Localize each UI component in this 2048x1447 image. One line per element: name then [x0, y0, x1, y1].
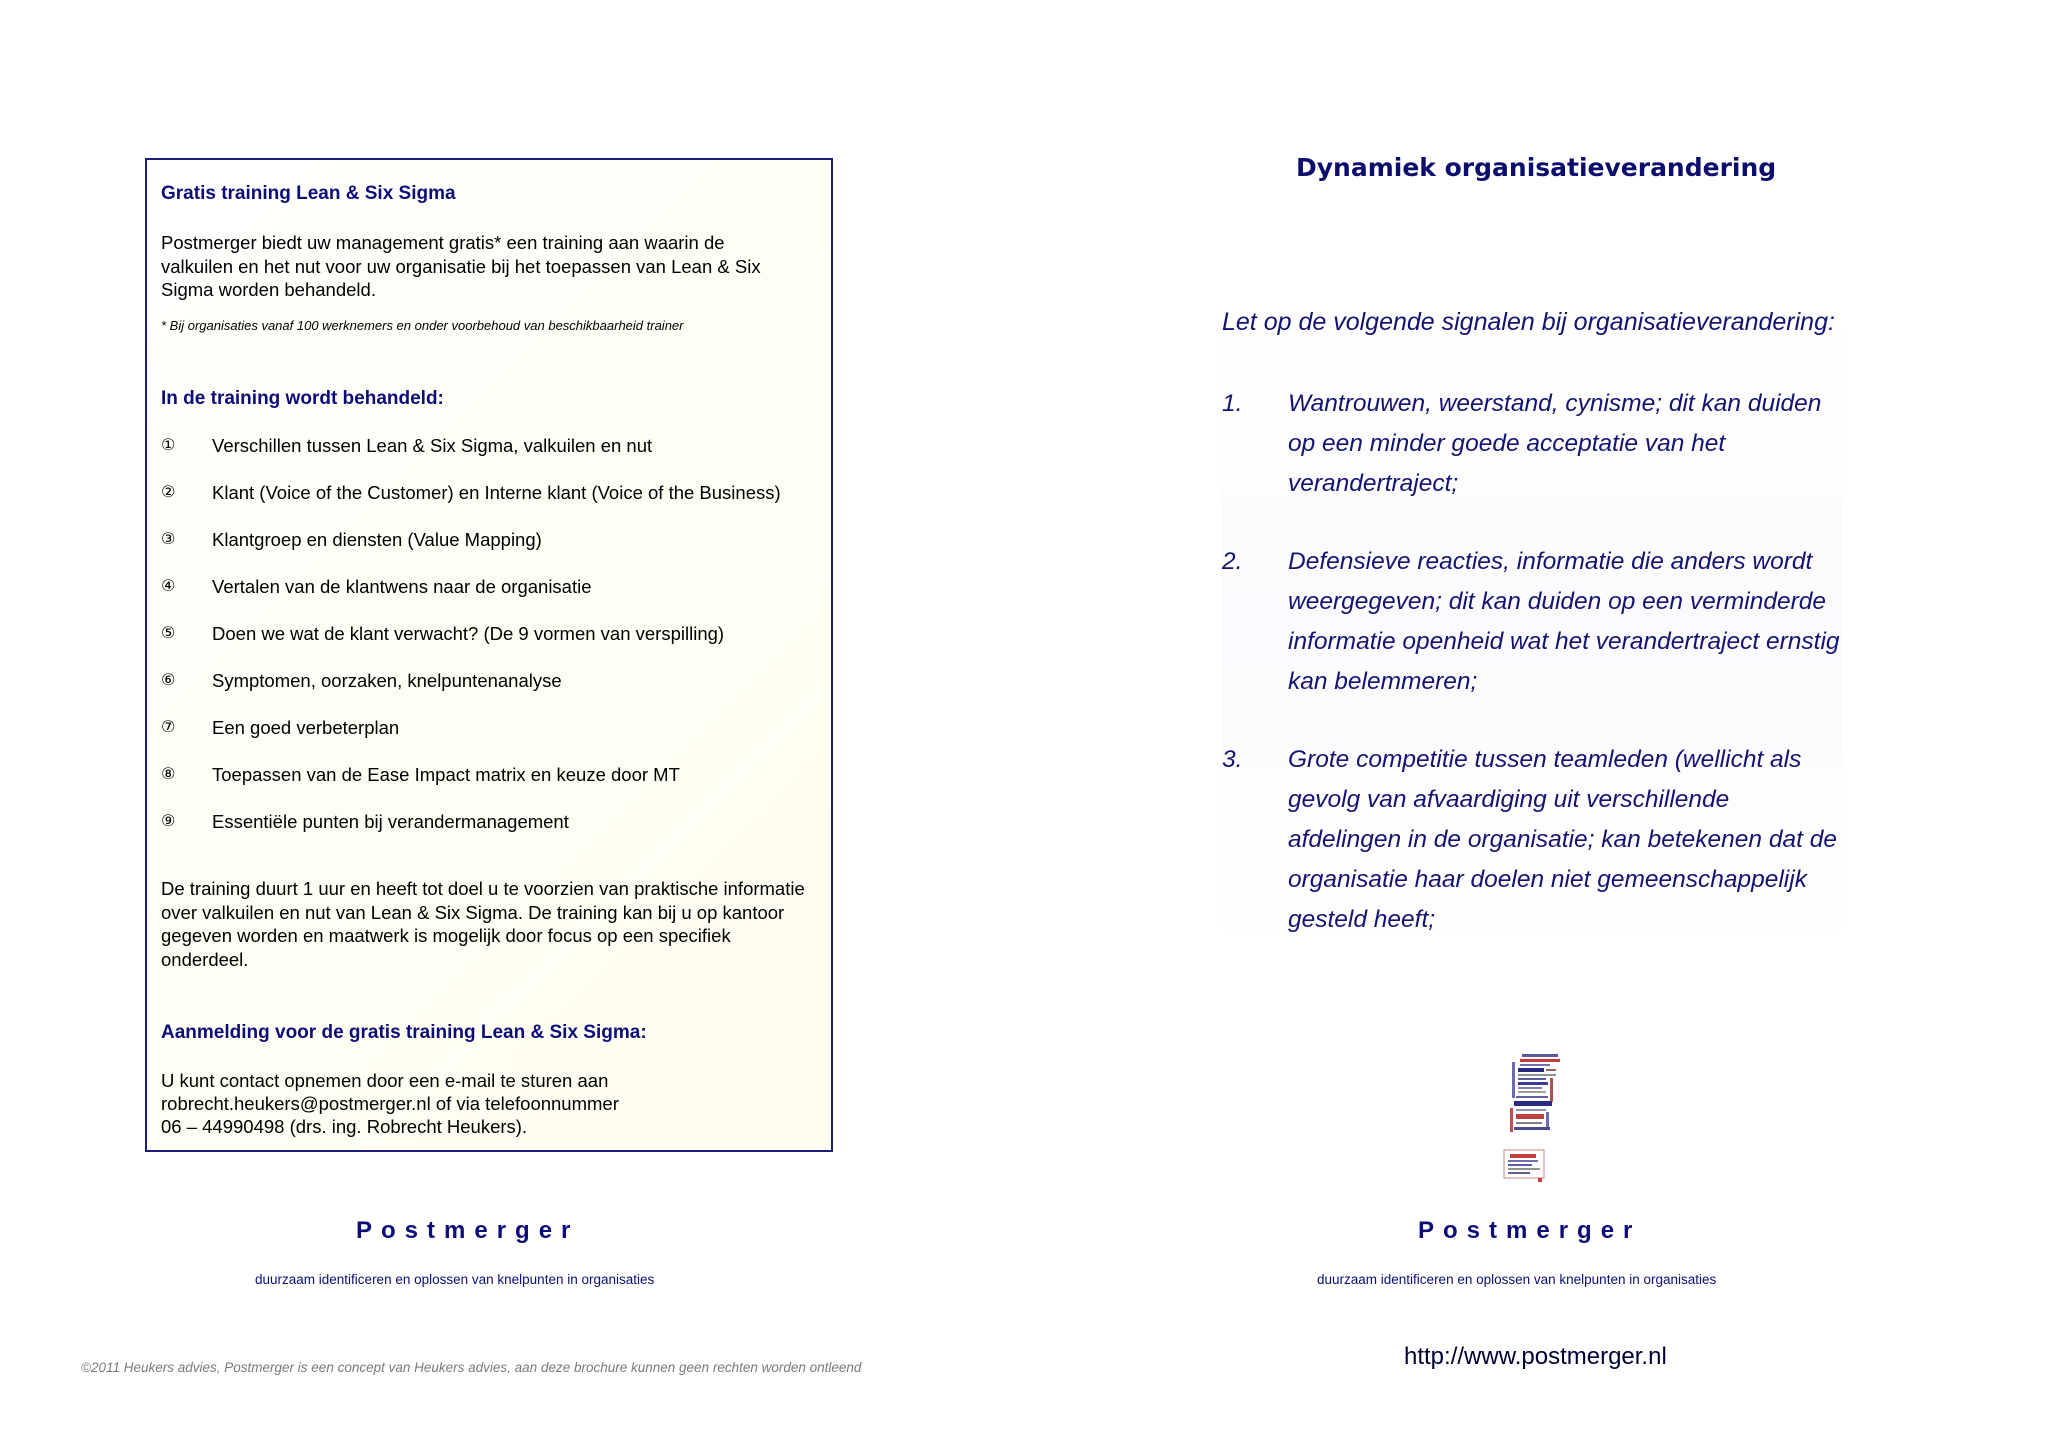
word-cloud-word — [1508, 1172, 1530, 1174]
circled-number-8: ⑧ — [161, 766, 176, 783]
signal-text: Grote competitie tussen teamleden (wellicht als gevolg van afvaardiging uit verschillende afdelingen in de organisatie; kan betekenen dat de organisatie haar doelen niet gemeenschappelijk gesteld heeft; — [1288, 746, 1837, 933]
word-cloud-word — [1508, 1168, 1540, 1170]
word-cloud-word — [1516, 1096, 1548, 1098]
signal-text: Defensieve reacties, informatie die anders wordt weergegeven; dit kan duiden op een verminderde informatie openheid wat het verandertraject ernstig kan belemmeren; — [1288, 548, 1840, 695]
circled-number-3: ③ — [161, 531, 176, 548]
word-cloud-image — [1498, 1052, 1566, 1186]
word-cloud-word — [1546, 1069, 1556, 1071]
circled-number-1: ① — [161, 437, 176, 454]
topic-text: Verschillen tussen Lean & Six Sigma, valkuilen en nut — [212, 435, 653, 456]
contact-line-3: 06 – 44990498 (drs. ing. Robrecht Heukers). — [161, 1116, 528, 1137]
signal-number: 1. — [1222, 390, 1243, 417]
training-description: De training duurt 1 uur en heeft tot doel u te voorzien van praktische informatie over valkuilen en nut van Lean & Six Sigma. De training kan bij u op kantoor gegeven worden en maatwerk is mogelijk door focus op een specifiek onderdeel. — [161, 878, 805, 970]
topic-text: Symptomen, oorzaken, knelpuntenanalyse — [212, 670, 562, 691]
word-cloud-word — [1520, 1064, 1550, 1066]
word-cloud-word — [1518, 1074, 1556, 1076]
circled-number-2: ② — [161, 484, 176, 501]
topic-text: Klant (Voice of the Customer) en Interne klant (Voice of the Business) — [212, 482, 781, 503]
topic-item — [161, 576, 821, 602]
copyright: ©2011 Heukers advies, Postmerger is een concept van Heukers advies, aan deze brochure kunnen geen rechten worden ontleend — [81, 1360, 862, 1375]
topic-text: Vertalen van de klantwens naar de organisatie — [212, 576, 592, 597]
word-cloud-word — [1510, 1154, 1536, 1158]
word-cloud-word — [1518, 1082, 1548, 1085]
word-cloud-word — [1550, 1078, 1553, 1102]
page-title: Dynamiek organisatieverandering — [1296, 153, 1777, 182]
circled-number-9: ⑨ — [161, 813, 176, 830]
intro-paragraph: Postmerger biedt uw management gratis* een training aan waarin de valkuilen en het nut voor uw organisatie bij het toepassen van Lean & Six Sigma worden behandeld. — [161, 232, 761, 300]
word-cloud-word — [1516, 1109, 1546, 1111]
topic-item — [161, 811, 821, 837]
word-cloud-word — [1514, 1101, 1552, 1106]
brand-logo-right: Postmerger — [1418, 1217, 1642, 1244]
word-cloud-word — [1518, 1091, 1546, 1093]
word-cloud-word — [1522, 1054, 1558, 1057]
signal-number: 3. — [1222, 746, 1243, 773]
word-cloud-word — [1508, 1160, 1538, 1162]
word-cloud-word — [1514, 1127, 1550, 1130]
topic-item — [161, 623, 821, 649]
signal-text: Wantrouwen, weerstand, cynisme; dit kan duiden op een minder goede acceptatie van het verandertraject; — [1288, 390, 1822, 497]
topic-text: Doen we wat de klant verwacht? (De 9 vormen van verspilling) — [212, 623, 725, 644]
training-info-box — [145, 158, 833, 1152]
word-cloud-word — [1520, 1059, 1560, 1062]
topic-item — [161, 482, 821, 508]
website-link[interactable]: http://www.postmerger.nl — [1404, 1343, 1667, 1370]
topic-item — [161, 529, 821, 555]
topic-item — [161, 670, 821, 696]
circled-number-5: ⑤ — [161, 625, 176, 642]
topic-text: Een goed verbeterplan — [212, 717, 400, 738]
word-cloud-word — [1518, 1068, 1544, 1072]
signup-heading: Aanmelding voor de gratis training Lean & Six Sigma: — [161, 1022, 647, 1043]
contact-line-2: robrecht.heukers@postmerger.nl of via telefoonnummer — [161, 1093, 619, 1114]
circled-number-7: ⑦ — [161, 719, 176, 736]
topic-item — [161, 764, 821, 790]
word-cloud-word — [1512, 1062, 1515, 1098]
word-cloud-word — [1518, 1078, 1546, 1080]
word-cloud-word — [1538, 1178, 1542, 1182]
signals-intro: Let op de volgende signalen bij organisatieverandering: — [1222, 308, 1835, 336]
circled-number-6: ⑥ — [161, 672, 176, 689]
footnote: * Bij organisaties vanaf 100 werknemers en onder voorbehoud van beschikbaarheid trainer — [161, 318, 684, 333]
word-cloud-word — [1510, 1108, 1513, 1132]
box-title: Gratis training Lean & Six Sigma — [161, 183, 456, 204]
topics-heading: In de training wordt behandeld: — [161, 388, 444, 409]
brand-logo-left: Postmerger — [356, 1217, 580, 1244]
tagline-right: duurzaam identificeren en oplossen van knelpunten in organisaties — [1317, 1272, 1717, 1287]
topic-item — [161, 435, 821, 461]
topic-text: Essentiële punten bij verandermanagement — [212, 811, 569, 832]
topic-text: Klantgroep en diensten (Value Mapping) — [212, 529, 542, 550]
word-cloud-word — [1516, 1114, 1544, 1119]
tagline-left: duurzaam identificeren en oplossen van knelpunten in organisaties — [255, 1272, 655, 1287]
contact-line-1: U kunt contact opnemen door een e-mail te sturen aan — [161, 1070, 609, 1091]
circled-number-4: ④ — [161, 578, 176, 595]
topic-item — [161, 717, 821, 743]
topic-text: Toepassen van de Ease Impact matrix en keuze door MT — [212, 764, 680, 785]
word-cloud-word — [1508, 1164, 1532, 1166]
signal-number: 2. — [1222, 548, 1243, 575]
word-cloud-word — [1518, 1087, 1542, 1089]
word-cloud-word — [1516, 1122, 1542, 1124]
